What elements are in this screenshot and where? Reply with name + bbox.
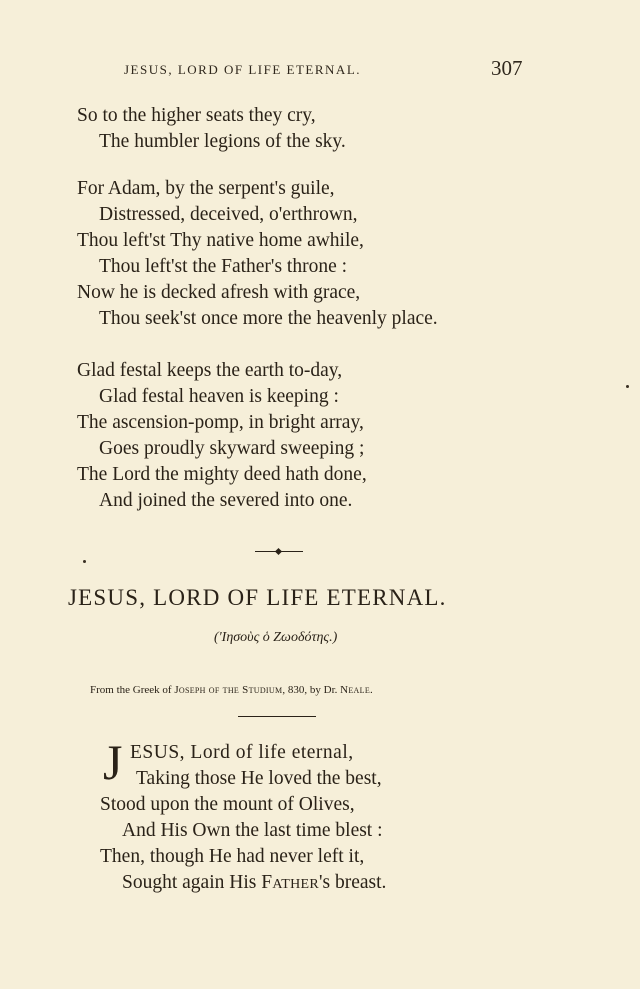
section-rule [238, 716, 316, 717]
verse-line: The humbler legions of the sky. [99, 131, 346, 152]
last-line-end: 's breast. [318, 872, 387, 893]
hymn-stanza [100, 740, 386, 896]
verse-line: Distressed, deceived, o'erthrown, [99, 204, 358, 225]
running-head: JESUS, LORD OF LIFE ETERNAL. [124, 62, 362, 77]
ink-speck [626, 385, 629, 388]
stanza-3 [77, 358, 367, 514]
verse-line-last [100, 870, 386, 896]
verse-line: The ascension-pomp, in bright array, [77, 412, 364, 433]
verse-line: And His Own the last time blest : [122, 820, 383, 841]
verse-line: Now he is decked afresh with grace, [77, 282, 361, 303]
ornament-divider [255, 549, 303, 555]
source-translator: Neale. [340, 684, 374, 696]
stanza-2 [77, 176, 438, 332]
last-line-start: Sought again His [122, 872, 262, 893]
ornament-rule-right [281, 551, 303, 552]
verse-line: Glad festal keeps the earth to-day, [77, 360, 343, 381]
stanza-1 [77, 103, 346, 155]
page-number: 307 [491, 56, 523, 80]
verse-line: And joined the severed into one. [99, 490, 353, 511]
verse-line: So to the higher seats they cry, [77, 105, 316, 126]
source-author: Joseph of the Studium [174, 684, 283, 696]
ink-speck [83, 560, 86, 563]
hymn-title: JESUS, LORD OF LIFE ETERNAL. [68, 585, 447, 610]
source-prefix: From the Greek of [90, 684, 175, 696]
greek-subtitle: ('Ιησοὺς ὁ Ζωοδότης.) [214, 630, 338, 645]
verse-line: Stood upon the mount of Olives, [100, 794, 355, 815]
verse-line: Taking those He loved the best, [136, 768, 382, 789]
verse-line: Thou seek'st once more the heavenly place. [99, 308, 438, 329]
source-middle: , 830, by Dr. [282, 684, 341, 696]
verse-line: Thou left'st the Father's throne : [99, 256, 348, 277]
verse-line: ESUS, Lord of life eternal, [130, 742, 354, 763]
verse-line: The Lord the mighty deed hath done, [77, 464, 367, 485]
verse-line: Thou left'st Thy native home awhile, [77, 230, 364, 251]
last-line-smallcaps: Father [261, 872, 319, 893]
verse-line: For Adam, by the serpent's guile, [77, 178, 335, 199]
verse-line: Glad festal heaven is keeping : [99, 386, 339, 407]
source-attribution [90, 684, 373, 696]
verse-line: Then, though He had never left it, [100, 846, 365, 867]
verse-line: Goes proudly skyward sweeping ; [99, 438, 365, 459]
drop-cap: J [103, 734, 123, 790]
